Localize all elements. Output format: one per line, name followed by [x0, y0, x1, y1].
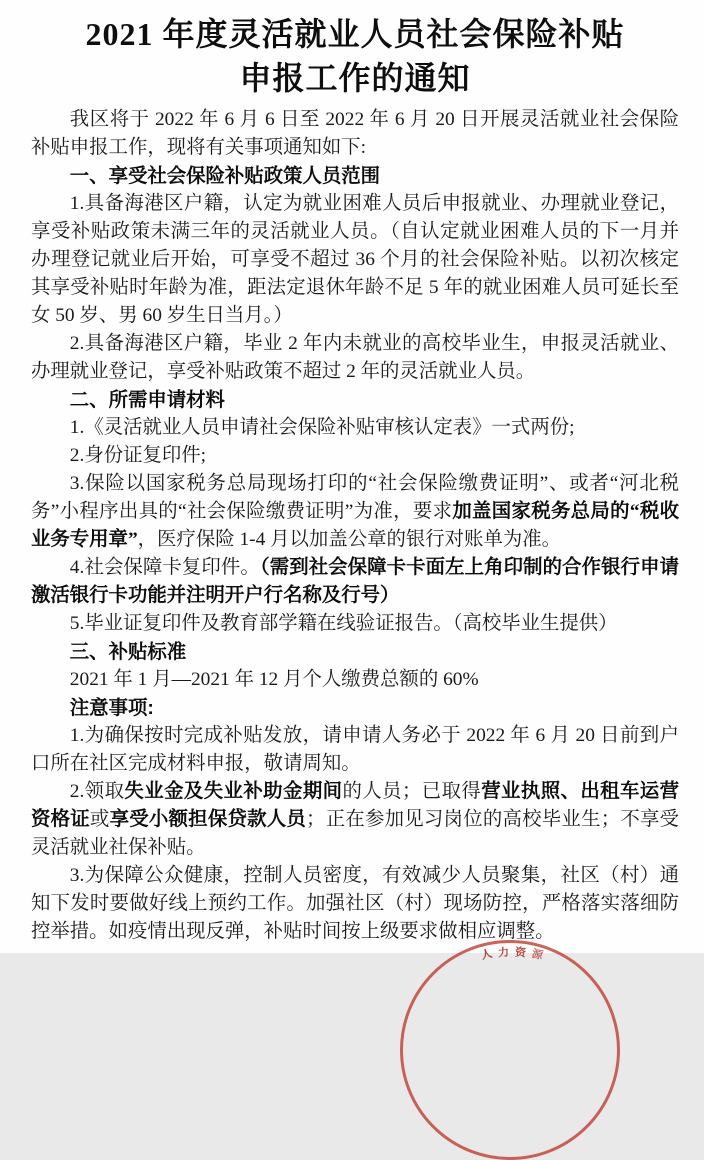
section-heading: [31, 386, 679, 414]
body-paragraph: [31, 414, 679, 442]
section-heading: [31, 162, 679, 190]
seal-character: 人: [479, 947, 494, 963]
bold-text-run: 失业金及失业补助金期间: [124, 781, 343, 802]
bold-text-run: 营业执照、出租车运营资格证: [31, 781, 680, 830]
text-run: 2021 年 1 月—2021 年 12 月个人缴费总额的 60%: [69, 669, 479, 690]
text-run: 我区将于 2022 年 6 月 6 日至 2022 年 6 月 20 日开展灵活就业社会保险补贴申报工作，现将有关事项通知如下:: [31, 109, 679, 158]
bold-text-run: 一、享受社会保险补贴政策人员范围: [69, 165, 381, 187]
text-run: 4.社会保障卡复印件。: [69, 557, 260, 578]
document-blocks: [31, 106, 679, 946]
text-run: 或: [89, 809, 110, 830]
body-paragraph: [31, 330, 679, 386]
text-run: ；正在参加见习岗位的高校毕业生；不享受灵活就业社保补贴。: [31, 809, 680, 858]
bold-text-run: 二、所需申请材料: [69, 389, 225, 411]
text-run: 2.身份证复印件;: [69, 445, 207, 466]
body-paragraph: [31, 190, 679, 330]
text-run: 5.毕业证复印件及教育部学籍在线验证报告。（高校毕业生提供）: [69, 613, 618, 634]
text-run: 2.领取: [69, 781, 125, 802]
document-title: [31, 12, 679, 100]
text-run: 3.为保障公众健康，控制人员密度，有效减少人员聚集，社区（村）通知下发时要做好线上预约工作。加强社区（村）现场防控，严格落实落细防控举措。如疫情出现反弹，补贴时间按上级要求做相应调整。: [31, 865, 679, 942]
bold-text-run: 享受小额担保贷款人员: [109, 809, 307, 830]
bold-text-run: 加盖国家税务总局的“税收业务专用章”: [31, 501, 679, 550]
bold-text-run: 注意事项:: [69, 697, 154, 719]
body-paragraph: [31, 666, 679, 694]
body-paragraph: [31, 442, 679, 470]
body-paragraph: [31, 554, 679, 610]
seal-circle-outline: [400, 940, 620, 1160]
body-paragraph: [31, 778, 679, 862]
text-run: 2.具备海港区户籍，毕业 2 年内未就业的高校毕业生，申报灵活就业、办理就业登记，享受补贴政策不超过 2 年的灵活就业人员。: [31, 333, 679, 382]
body-paragraph: [31, 862, 679, 946]
seal-character: 资: [514, 946, 527, 960]
title-line-2: 申报工作的通知: [239, 60, 471, 96]
text-run: 1.为确保按时完成补贴发放，请申请人务必于 2022 年 6 月 20 日前到户口所在社区完成材料申报，敬请周知。: [31, 725, 679, 774]
text-run: ，医疗保险 1-4 月以加盖公章的银行对账单为准。: [137, 529, 562, 550]
seal-character: 源: [530, 947, 544, 963]
seal-character: 力: [497, 946, 510, 960]
bold-text-run: 三、补贴标准: [69, 641, 187, 663]
text-run: 的人员；已取得: [342, 781, 482, 802]
body-paragraph: [31, 722, 679, 778]
bold-text-run: （需到社会保障卡卡面左上角印制的合作银行申请激活银行卡功能并注明开户行名称及行号）: [31, 557, 679, 606]
body-paragraph: [31, 106, 679, 162]
text-run: 1.具备海港区户籍，认定为就业困难人员后申报就业、办理就业登记，享受补贴政策未满三年的灵活就业人员。（自认定就业困难人员的下一月并办理登记就业后开始，可享受不超过 36 个月的社会保险补贴。以初次核定其享受补贴时年龄为准，距法定退休年龄不足 5 年的就业困难人员可延长至女 50 岁、男 60 岁生日当月。）: [31, 193, 679, 326]
body-paragraph: [31, 610, 679, 638]
body-paragraph: [31, 470, 679, 554]
title-line-1: 2021 年度灵活就业人员社会保险补贴: [85, 16, 625, 52]
text-run: 3.保险以国家税务总局现场打印的“社会保险缴费证明”、或者“河北税务”小程序出具的“社会保险缴费证明”为准，要求: [31, 473, 679, 522]
text-run: 1.《灵活就业人员申请社会保险补贴审核认定表》一式两份;: [69, 417, 575, 438]
section-heading: [31, 694, 679, 722]
section-heading: [31, 638, 679, 666]
